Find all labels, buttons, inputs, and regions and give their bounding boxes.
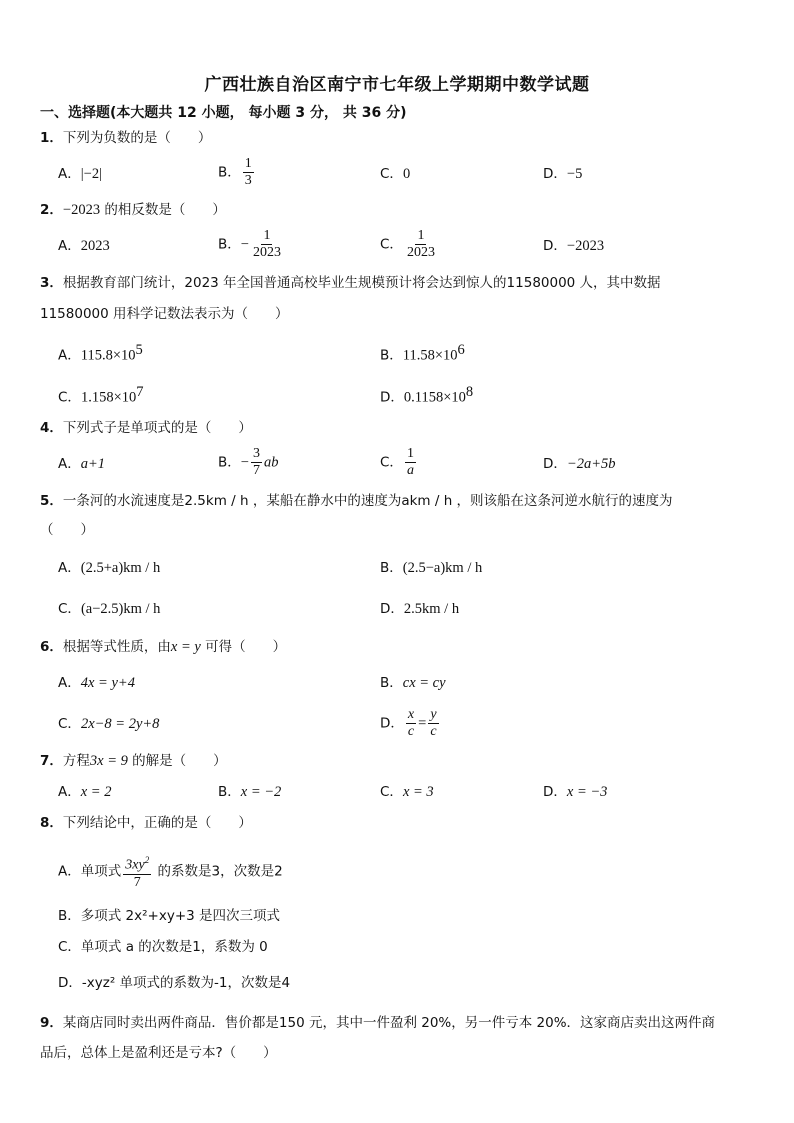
question-8: 8．下列结论中，正确的是（ ） — [40, 815, 252, 831]
q2-option-b: B．− $\frac{1}{2023}$ — [218, 228, 281, 260]
question-3: 3．根据教育部门统计，2023 年全国普通高校毕业生规模预计将会达到惊人的11580000 人，其中数据 — [40, 275, 661, 291]
question-6: 6．根据等式性质，由x = y 可得（ ） — [40, 639, 287, 655]
q4-option-b: B．− $\frac{3}{7}$ ab — [218, 446, 279, 478]
question-5-line-2: （ ） — [40, 522, 94, 538]
question-number: 1． — [40, 130, 63, 146]
fraction: $\frac{3}{7}$ — [252, 446, 260, 478]
section-heading: 一、选择题(本大题共 12 小题， 每小题 3 分， 共 36 分) — [40, 105, 407, 121]
question-7: 7．方程3x = 9 的解是（ ） — [40, 753, 227, 769]
q5-option-a: A．(2.5+a)km / h — [58, 560, 161, 576]
question-number: 5． — [40, 493, 63, 509]
question-number: 4． — [40, 420, 63, 436]
q2-option-c: C． $\frac{1}{2023}$ — [380, 228, 435, 260]
question-9-line-2: 品后，总体上是盈利还是亏本?（ ） — [40, 1045, 277, 1061]
q5-option-c: C．(a−2.5)km / h — [58, 601, 161, 617]
q7-option-a: A．x = 2 — [58, 784, 112, 800]
question-4: 4．下列式子是单项式的是（ ） — [40, 420, 252, 436]
fraction: $\frac{1}{2023}$ — [406, 228, 435, 260]
question-2: 2．−2023 的相反数是（ ） — [40, 202, 226, 218]
question-number: 7． — [40, 753, 63, 769]
q7-option-b: B．x = −2 — [218, 784, 282, 800]
q3-option-b: B．$11.58\times 10^6$ — [380, 342, 465, 364]
fraction: $\frac{1}{a}$ — [406, 446, 414, 478]
q1-option-c: C．0 — [380, 166, 411, 182]
q6-option-c: C．2x−8 = 2y+8 — [58, 716, 160, 732]
q5-option-d: D．2.5km / h — [380, 601, 460, 617]
question-1 — [40, 128, 211, 148]
q5-option-b: B．(2.5−a)km / h — [380, 560, 483, 576]
q4-option-c: C． $\frac{1}{a}$ — [380, 446, 414, 478]
q6-option-d: D． $\frac{x}{c}$ = $\frac{y}{c}$ — [380, 707, 437, 739]
fraction: $\frac{1}{2023}$ — [252, 228, 281, 260]
q1-option-a: A．|−2| — [58, 166, 102, 182]
q8-option-d: D．-xyz² 单项式的系数为-1，次数是4 — [58, 975, 291, 991]
q7-option-d: D．x = −3 — [543, 784, 608, 800]
fraction: $\frac{y}{c}$ — [430, 707, 437, 739]
q8-option-b: B．多项式 2x²+xy+3 是四次三项式 — [58, 908, 281, 924]
q6-option-b: B．cx = cy — [380, 675, 446, 691]
question-number: 8． — [40, 815, 63, 831]
q4-option-a: A．a+1 — [58, 456, 106, 472]
q3-option-a: A．$115.8\times 10^5$ — [58, 342, 143, 364]
q8-option-a: A．单项式 $\frac{3xy^2}{7}$ 的系数是3，次数是2 — [58, 852, 283, 891]
fraction: $\frac{1}{3}$ — [244, 156, 252, 188]
fraction: $\frac{x}{c}$ — [407, 707, 415, 739]
q2-option-d: D．−2023 — [543, 238, 605, 254]
q7-option-c: C．x = 3 — [380, 784, 434, 800]
q1-option-d: D．−5 — [543, 166, 583, 182]
question-5: 5．一条河的水流速度是2.5km / h ，某船在静水中的速度为akm / h ，则该船在这条河逆水航行的速度为 — [40, 493, 673, 509]
question-stem: 下列为负数的是（ ） — [62, 130, 212, 146]
question-9: 9．某商店同时卖出两件商品．售价都是150 元，其中一件盈利 20%，另一件亏本 20%．这家商店卖出这两件商 — [40, 1015, 716, 1031]
question-number: 3． — [40, 275, 63, 291]
question-number: 6． — [40, 639, 63, 655]
fraction: $\frac{3xy^2}{7}$ — [123, 852, 151, 891]
q2-option-a: A．2023 — [58, 238, 110, 254]
question-number: 2． — [40, 202, 63, 218]
question-3-line-2: 11580000 用科学记数法表示为（ ） — [40, 306, 289, 322]
q6-option-a: A．4x = y+4 — [58, 675, 135, 691]
q8-option-c: C．单项式 a 的次数是1，系数为 0 — [58, 939, 268, 955]
q4-option-d: D．−2a+5b — [543, 456, 616, 472]
document-title: 广西壮族自治区南宁市七年级上学期期中数学试题 — [204, 75, 590, 95]
q3-option-c: C．$1.158\times 10^7$ — [58, 384, 144, 406]
question-number: 9． — [40, 1015, 63, 1031]
q1-option-b: B． $\frac{1}{3}$ — [218, 156, 252, 188]
q3-option-d: D．$0.1158\times 10^8$ — [380, 384, 474, 406]
